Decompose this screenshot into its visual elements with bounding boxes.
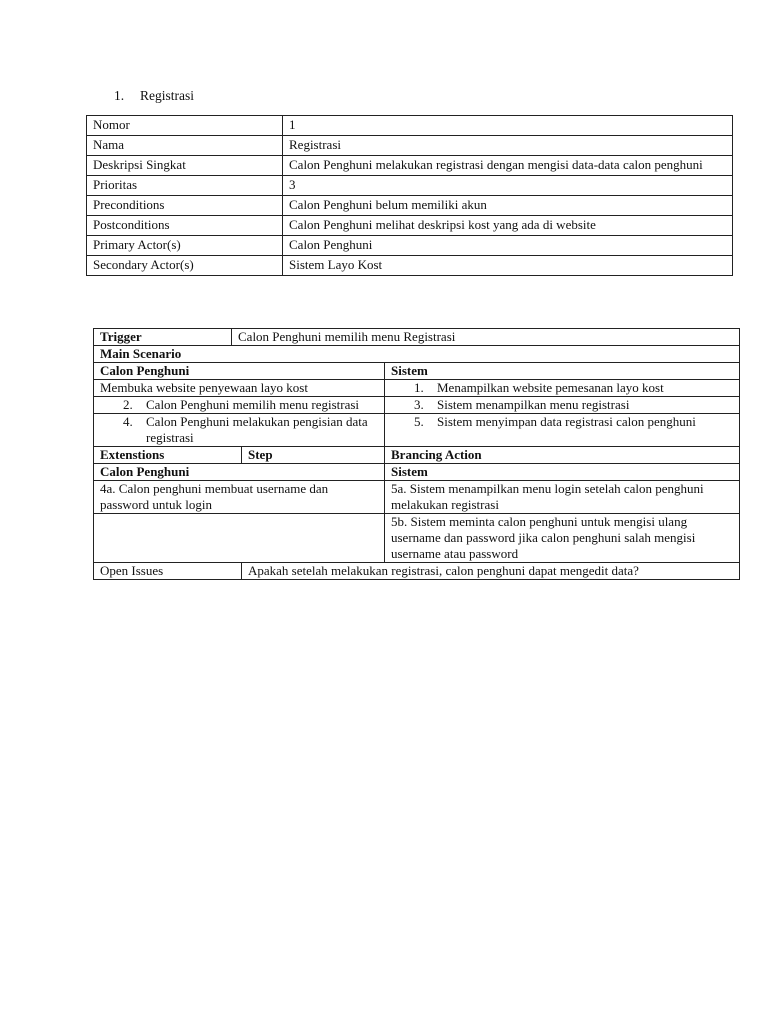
scenario-table bbox=[93, 328, 740, 580]
row-value: Registrasi bbox=[283, 136, 733, 156]
table-row bbox=[87, 176, 733, 196]
ext-system-step: 5a. Sistem menampilkan menu login setelah calon penghuni melakukan registrasi bbox=[385, 481, 740, 514]
open-issues-row bbox=[94, 563, 740, 580]
step-number: 2. bbox=[123, 397, 133, 412]
actor-column-header: Calon Penghuni bbox=[94, 363, 385, 380]
table-row bbox=[94, 414, 740, 447]
trigger-value: Calon Penghuni memilih menu Registrasi bbox=[232, 329, 740, 346]
row-label: Primary Actor(s) bbox=[87, 236, 283, 256]
actor-step bbox=[94, 414, 385, 447]
step-text: Calon Penghuni memilih menu registrasi bbox=[146, 397, 360, 412]
extensions-label: Extenstions bbox=[94, 447, 242, 464]
step-number: 1. bbox=[414, 380, 424, 395]
row-label: Postconditions bbox=[87, 216, 283, 236]
actor-step bbox=[94, 397, 385, 414]
table-row bbox=[87, 216, 733, 236]
section-number: 1. bbox=[114, 88, 125, 103]
row-value: Calon Penghuni melakukan registrasi dengan mengisi data-data calon penghuni bbox=[283, 156, 733, 176]
main-scenario-heading: Main Scenario bbox=[94, 346, 740, 363]
actor-step: Membuka website penyewaan layo kost bbox=[94, 380, 385, 397]
ext-system-column-header: Sistem bbox=[385, 464, 740, 481]
actor-header-row bbox=[94, 363, 740, 380]
row-label: Nomor bbox=[87, 116, 283, 136]
table-row bbox=[94, 514, 740, 563]
step-number: 4. bbox=[123, 414, 133, 429]
table-row bbox=[87, 256, 733, 276]
table-row bbox=[94, 481, 740, 514]
table-row bbox=[94, 380, 740, 397]
row-value: Calon Penghuni belum memiliki akun bbox=[283, 196, 733, 216]
row-value: Sistem Layo Kost bbox=[283, 256, 733, 276]
step-number: 5. bbox=[414, 414, 424, 429]
trigger-row bbox=[94, 329, 740, 346]
system-step bbox=[385, 414, 740, 447]
ext-actor-header-row bbox=[94, 464, 740, 481]
row-value: Calon Penghuni melihat deskripsi kost yang ada di website bbox=[283, 216, 733, 236]
open-issues-value: Apakah setelah melakukan registrasi, calon penghuni dapat mengedit data? bbox=[242, 563, 740, 580]
table-row bbox=[87, 196, 733, 216]
row-label: Prioritas bbox=[87, 176, 283, 196]
section-title: Registrasi bbox=[140, 88, 194, 103]
step-text: Sistem menyimpan data registrasi calon penghuni bbox=[437, 414, 696, 429]
row-value: 1 bbox=[283, 116, 733, 136]
step-label: Step bbox=[242, 447, 385, 464]
use-case-info-table bbox=[86, 115, 733, 276]
step-text: Menampilkan website pemesanan layo kost bbox=[437, 380, 664, 395]
table-row bbox=[87, 136, 733, 156]
branching-label: Brancing Action bbox=[385, 447, 740, 464]
step-number: 3. bbox=[414, 397, 424, 412]
section-heading bbox=[114, 88, 194, 104]
row-label: Nama bbox=[87, 136, 283, 156]
table-row bbox=[94, 397, 740, 414]
ext-actor-column-header: Calon Penghuni bbox=[94, 464, 385, 481]
table-row bbox=[87, 156, 733, 176]
row-label: Secondary Actor(s) bbox=[87, 256, 283, 276]
row-value: 3 bbox=[283, 176, 733, 196]
trigger-label: Trigger bbox=[94, 329, 232, 346]
table-row bbox=[87, 116, 733, 136]
ext-actor-step: 4a. Calon penghuni membuat username dan password untuk login bbox=[94, 481, 385, 514]
row-label: Preconditions bbox=[87, 196, 283, 216]
row-value: Calon Penghuni bbox=[283, 236, 733, 256]
system-step bbox=[385, 397, 740, 414]
main-scenario-row bbox=[94, 346, 740, 363]
row-label: Deskripsi Singkat bbox=[87, 156, 283, 176]
step-text: Sistem menampilkan menu registrasi bbox=[437, 397, 630, 412]
ext-system-step: 5b. Sistem meminta calon penghuni untuk mengisi ulang username dan password jika calon penghuni salah mengisi username atau password bbox=[385, 514, 740, 563]
step-text: Calon Penghuni melakukan pengisian data registrasi bbox=[146, 414, 368, 445]
ext-actor-step bbox=[94, 514, 385, 563]
open-issues-label: Open Issues bbox=[94, 563, 242, 580]
system-column-header: Sistem bbox=[385, 363, 740, 380]
system-step bbox=[385, 380, 740, 397]
table-row bbox=[87, 236, 733, 256]
extensions-header-row bbox=[94, 447, 740, 464]
